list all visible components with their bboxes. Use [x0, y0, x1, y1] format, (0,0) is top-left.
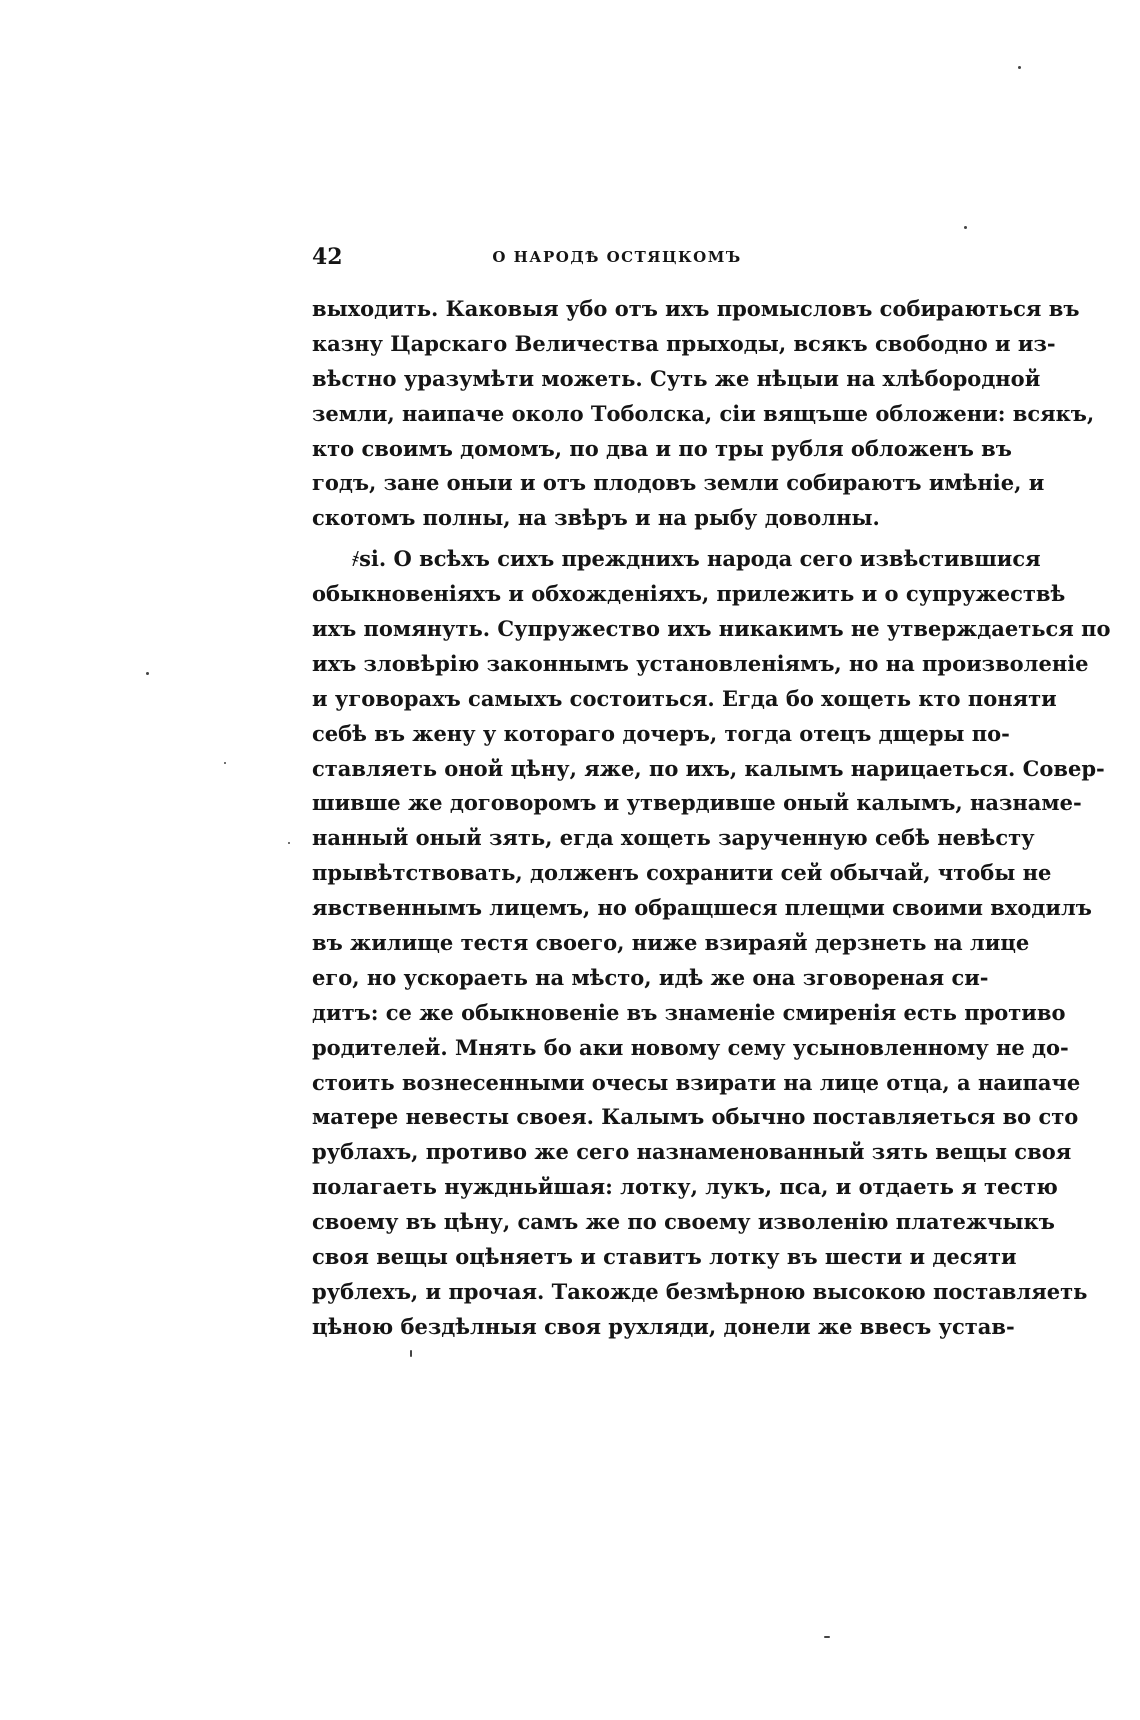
text-line: рублехъ, и прочая. Такожде безмѣрною высокою поставляеть: [312, 1278, 1088, 1304]
text-line: родителей. Мнять бо аки новому сему усыновленному не до-: [312, 1034, 1069, 1060]
running-head: [312, 244, 922, 274]
scan-speck: [224, 762, 226, 764]
text-line: шивше же договоромъ и утвердивше оный калымъ, назнаме-: [312, 790, 1082, 816]
text-line: обыкновеніяхъ и обхожденіяхъ, прилежить и о супружествѣ: [312, 581, 1066, 607]
page-number: 42: [312, 244, 343, 270]
paragraph-2: [312, 542, 1111, 1344]
scan-speck: [824, 1636, 830, 1638]
scan-speck: [410, 1350, 412, 1357]
text-line: дитъ: се же обыкновеніе въ знаменіе смиренія есть противо: [312, 999, 1066, 1025]
text-line: своему въ цѣну, самъ же по своему изволенію платежчыкъ: [312, 1209, 1055, 1235]
running-title: О НАРОДѢ ОСТЯЦКОМЪ: [492, 248, 742, 266]
text-line: въ жилище тестя своего, ниже взираяй дерзнеть на лице: [312, 930, 1030, 956]
text-line: себѣ въ жену у котораго дочеръ, тогда отецъ дщеры по-: [312, 720, 1010, 746]
scan-speck: [146, 672, 149, 675]
text-line: кто своимъ домомъ, по два и по тры рубля обложенъ въ: [312, 435, 1012, 461]
text-line: стоить вознесенными очесы взирати на лице отца, а наипаче: [312, 1069, 1081, 1095]
text-line: цѣною бездѣлныя своя рухляди, донели же ввесъ устав-: [312, 1313, 1015, 1339]
scan-speck: [288, 842, 290, 844]
text-line: ихъ зловѣрію законнымъ установленіямъ, но на произволеніе: [312, 650, 1089, 676]
scan-speck: [1018, 66, 1021, 69]
text-line: скотомъ полны, на звѣръ и на рыбу доволны.: [312, 505, 880, 531]
text-line: матере невесты своея. Калымъ обычно поставляеться во сто: [312, 1104, 1079, 1130]
text-line: прывѣтствовать, долженъ сохранити сей обычай, чтобы не: [312, 860, 1052, 886]
text-line: полагаеть нуждньйшая: лотку, лукъ, пса, и отдаеть я тестю: [312, 1174, 1058, 1200]
text-line: рублахъ, противо же сего назнаменованный зять вещы своя: [312, 1139, 1072, 1165]
paragraph-1: [312, 292, 1095, 536]
text-line: нанный оный зять, егда хощеть зарученную себѣ невѣсту: [312, 825, 1035, 851]
text-line: явственнымъ лицемъ, но обращшеся плещми своими входилъ: [312, 895, 1092, 921]
text-line: ҂ѕі. О всѣхъ сихъ прежднихъ народа сего извѣстившися: [352, 546, 1041, 572]
text-line: годъ, зане оныи и отъ плодовъ земли собираютъ имѣніе, и: [312, 470, 1045, 496]
body-text: [312, 292, 1111, 1345]
text-line: его, но ускораеть на мѣсто, идѣ же она зговореная си-: [312, 964, 989, 990]
text-line: и уговорахъ самыхъ состоиться. Егда бо хощеть кто поняти: [312, 685, 1057, 711]
text-line: своя вещы оцѣняетъ и ставитъ лотку въ шести и десяти: [312, 1244, 1017, 1270]
text-line: земли, наипаче около Тоболска, сіи вящъше обложени: всякъ,: [312, 400, 1095, 426]
scan-speck: [964, 226, 967, 229]
text-line: выходить. Каковыя убо отъ ихъ промысловъ собираються въ: [312, 296, 1080, 321]
text-line: вѣстно уразумѣти можеть. Суть же нѣцыи на хлѣбородной: [312, 365, 1041, 391]
text-line: казну Царскаго Величества прыходы, всякъ свободно и из-: [312, 330, 1056, 356]
text-line: ставляеть оной цѣну, яже, по ихъ, калымъ нарицаеться. Совер-: [312, 755, 1105, 781]
text-line: ихъ помянуть. Супружество ихъ никакимъ не утверждаеться по: [312, 616, 1111, 642]
